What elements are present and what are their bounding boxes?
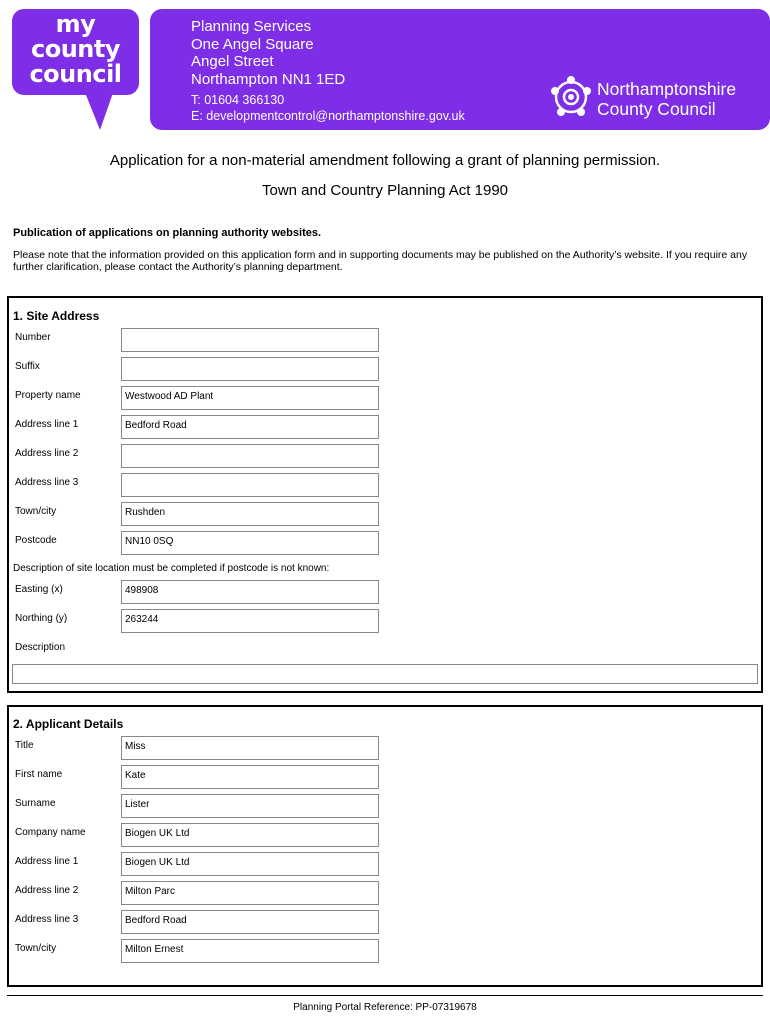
applicant-address-line-3-label: Address line 3: [15, 914, 79, 925]
title-label: Title: [15, 740, 34, 751]
site-address-line-1-input[interactable]: Bedford Road: [121, 415, 379, 439]
address-line: Planning Services: [191, 18, 312, 35]
address-line: Angel Street: [191, 53, 274, 70]
suffix-label: Suffix: [15, 361, 40, 372]
easting-input[interactable]: 498908: [121, 580, 379, 604]
number-input[interactable]: [121, 328, 379, 352]
first-name-label: First name: [15, 769, 63, 780]
logo-speech-tail: [84, 90, 114, 130]
form-title: Application for a non-material amendment following a grant of planning permission.: [109, 152, 661, 169]
applicant-address-line-1-label: Address line 1: [15, 856, 79, 867]
applicant-address-line-1-input[interactable]: Biogen UK Ltd: [121, 852, 379, 876]
applicant-address-line-2-label: Address line 2: [15, 885, 79, 896]
logo-line: my: [55, 10, 96, 38]
suffix-input[interactable]: [121, 357, 379, 381]
council-name-line: County Council: [597, 99, 716, 119]
footer-divider: [7, 995, 763, 996]
surname-input[interactable]: Lister: [121, 794, 379, 818]
company-name-input[interactable]: Biogen UK Ltd: [121, 823, 379, 847]
property-name-label: Property name: [15, 390, 81, 401]
postcode-input[interactable]: NN10 0SQ: [121, 531, 379, 555]
publication-heading: Publication of applications on planning authority websites.: [13, 227, 322, 239]
logo-text: [12, 12, 139, 87]
site-address-line-3-label: Address line 3: [15, 477, 79, 488]
council-name-line: Northamptonshire: [597, 79, 737, 99]
address-line: Northampton NN1 1ED: [191, 70, 346, 88]
site-town-label: Town/city: [15, 506, 57, 517]
applicant-address-line-2-input[interactable]: Milton Parc: [121, 881, 379, 905]
phone-number: T: 01604 366130: [191, 93, 285, 107]
office-address: [191, 18, 345, 88]
portal-reference: Planning Portal Reference: PP-07319678: [293, 1002, 477, 1013]
location-note: Description of site location must be completed if postcode is not known:: [13, 563, 330, 574]
title-input[interactable]: Miss: [121, 736, 379, 760]
site-town-input[interactable]: Rushden: [121, 502, 379, 526]
site-address-line-1-label: Address line 1: [15, 419, 79, 430]
site-address-line-3-input[interactable]: [121, 473, 379, 497]
logo-line: council: [29, 60, 122, 88]
applicant-town-label: Town/city: [15, 943, 57, 954]
property-name-input[interactable]: Westwood AD Plant: [121, 386, 379, 410]
publication-text: Please note that the information provided on this application form and in supporting documents may be published on the Authority’s website. If you require any further clarification, please contact the Authority’s planning department.: [13, 249, 748, 273]
applicant-town-input[interactable]: Milton Ernest: [121, 939, 379, 963]
company-name-label: Company name: [15, 827, 86, 838]
address-line: One Angel Square: [191, 35, 314, 53]
site-address-heading: 1. Site Address: [13, 309, 100, 323]
site-address-line-2-label: Address line 2: [15, 448, 79, 459]
postcode-label: Postcode: [15, 535, 57, 546]
description-label: Description: [15, 642, 66, 653]
email-address: E: developmentcontrol@northamptonshire.gov.uk: [191, 108, 465, 123]
number-label: Number: [15, 332, 51, 343]
northing-input[interactable]: 263244: [121, 609, 379, 633]
form-subtitle: Town and Country Planning Act 1990: [262, 182, 508, 199]
site-address-line-2-input[interactable]: [121, 444, 379, 468]
description-input[interactable]: [12, 664, 758, 684]
applicant-address-line-3-input[interactable]: Bedford Road: [121, 910, 379, 934]
rose-emblem-icon: [548, 76, 594, 118]
first-name-input[interactable]: Kate: [121, 765, 379, 789]
easting-label: Easting (x): [15, 584, 63, 595]
northing-label: Northing (y): [15, 613, 68, 624]
logo-line: county: [30, 35, 120, 63]
applicant-heading: 2. Applicant Details: [13, 717, 124, 731]
surname-label: Surname: [15, 798, 56, 809]
council-name: [597, 79, 736, 119]
contact-details: [191, 93, 465, 124]
